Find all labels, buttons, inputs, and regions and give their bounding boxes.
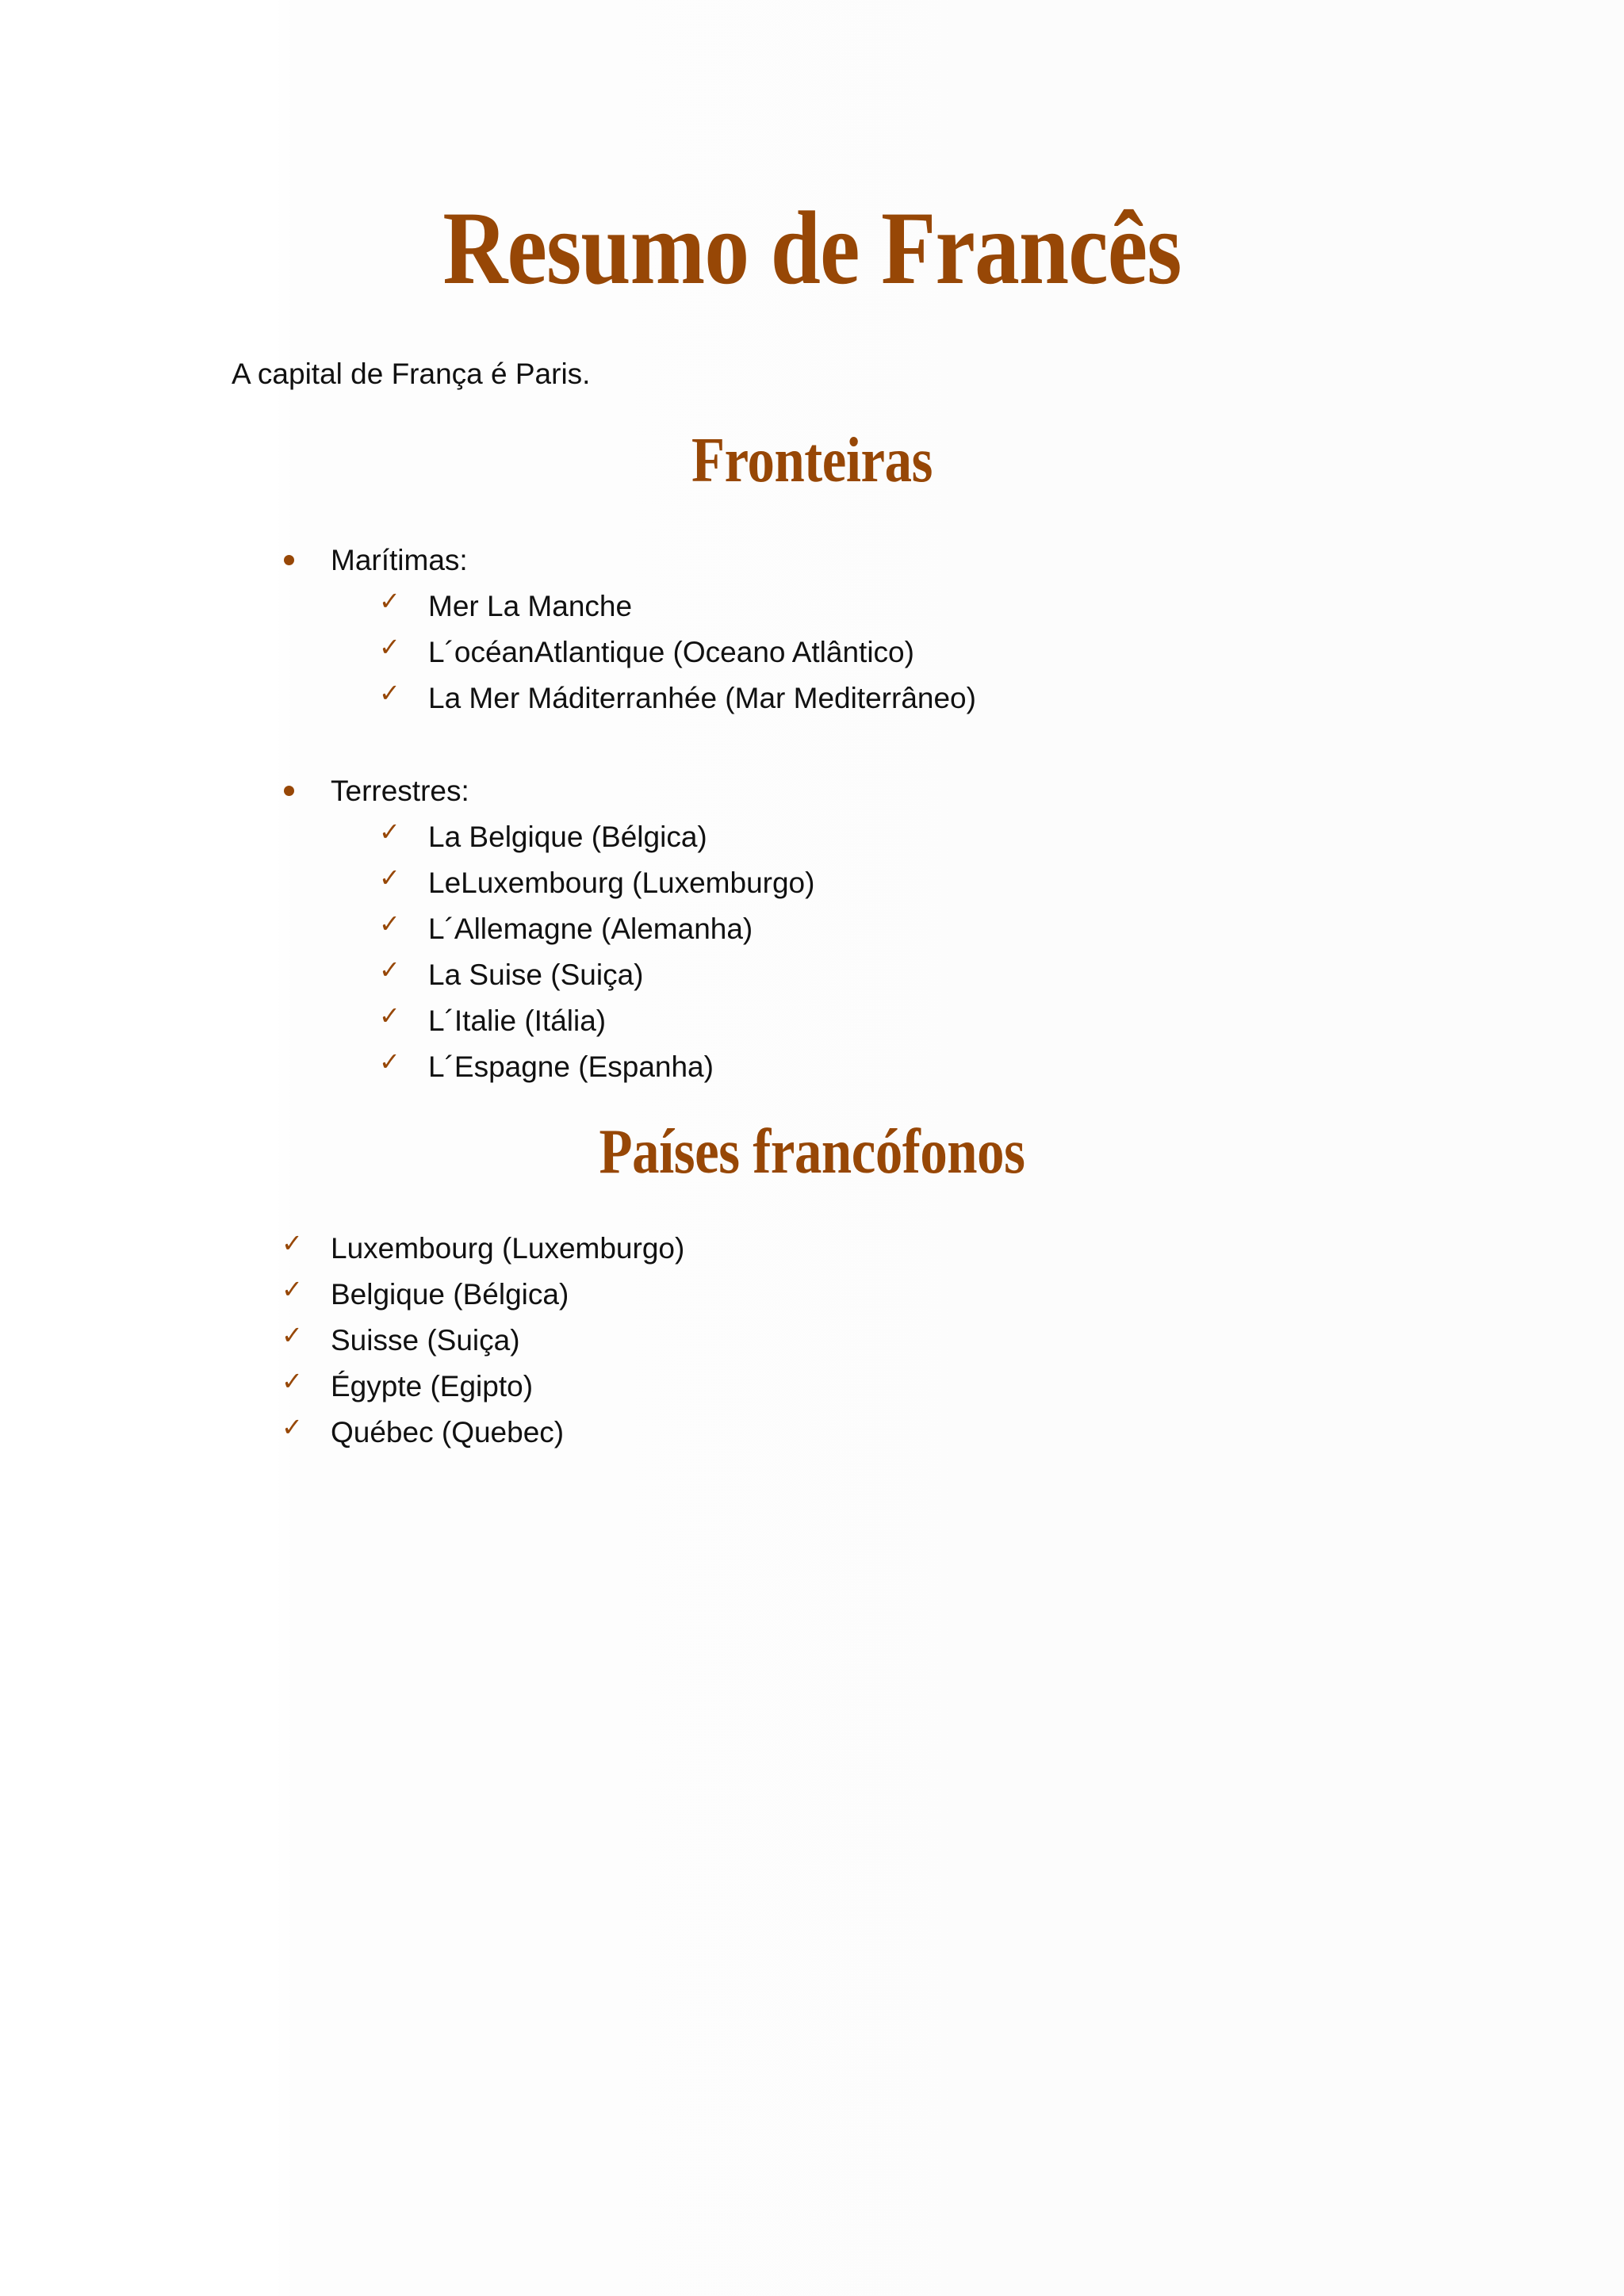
list-item: Égypte (Egipto) [331,1370,534,1402]
check-mark-icon: ✓ [282,1320,303,1350]
check-mark-icon: ✓ [379,678,400,708]
check-mark-icon: ✓ [282,1366,303,1396]
check-mark-icon: ✓ [282,1412,303,1442]
list-item: Belgique (Bélgica) [331,1278,569,1311]
list-item: LeLuxembourg (Luxemburgo) [428,867,815,899]
intro-paragraph: A capital de França é Paris. [232,358,591,390]
bullet-dot-icon [284,786,294,796]
section-heading-paises-francofonos: Países francófonos [599,1117,1025,1187]
list-item: La Suise (Suiça) [428,959,644,991]
list-item: L´Italie (Itália) [428,1004,607,1037]
bullet-label-maritimas: Marítimas: [331,544,468,576]
check-mark-icon: ✓ [379,817,400,847]
check-mark-icon: ✓ [282,1274,303,1304]
check-mark-icon: ✓ [379,1001,400,1031]
list-item: Luxembourg (Luxemburgo) [331,1232,685,1265]
list-item: La Belgique (Bélgica) [428,821,707,853]
check-mark-icon: ✓ [379,586,400,616]
bullet-label-terrestres: Terrestres: [331,775,469,807]
list-item: L´Espagne (Espanha) [428,1050,714,1083]
section-heading-fronteiras: Fronteiras [691,426,933,496]
check-mark-icon: ✓ [379,909,400,939]
check-mark-icon: ✓ [379,632,400,662]
check-mark-icon: ✓ [282,1228,303,1258]
list-item: L´Allemagne (Alemanha) [428,913,753,945]
list-item: Suisse (Suiça) [331,1324,520,1357]
bullet-dot-icon [284,555,294,565]
check-mark-icon: ✓ [379,1047,400,1077]
check-mark-icon: ✓ [379,955,400,985]
list-item: La Mer Máditerranhée (Mar Mediterrâneo) [428,682,976,714]
check-mark-icon: ✓ [379,863,400,893]
list-item: Mer La Manche [428,590,633,622]
document-title: Resumo de Francês [442,189,1182,306]
list-item: L´océanAtlantique (Oceano Atlântico) [428,636,914,668]
list-item: Québec (Quebec) [331,1416,565,1448]
